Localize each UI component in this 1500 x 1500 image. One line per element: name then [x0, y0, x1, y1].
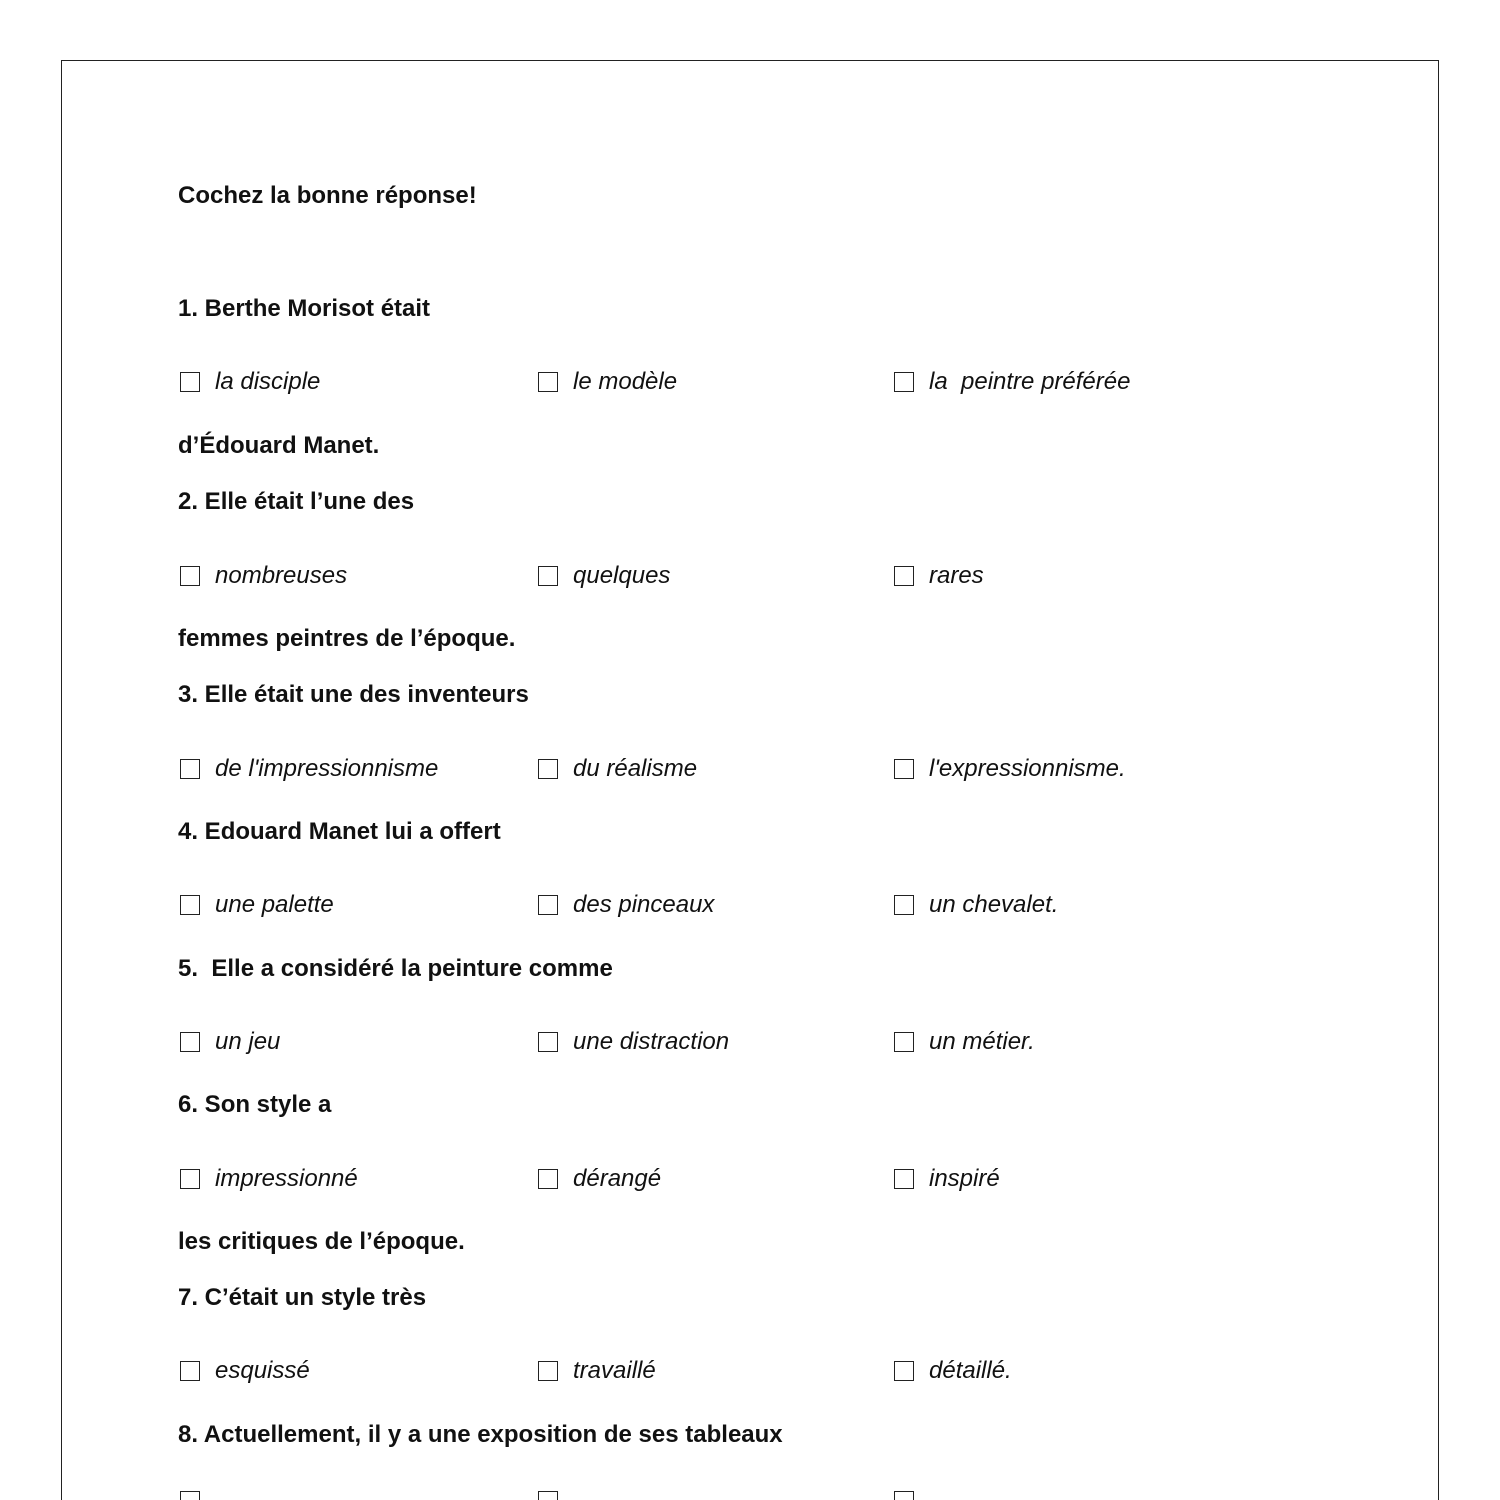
checkbox[interactable]: [538, 759, 558, 779]
option-label: un jeu: [215, 1028, 281, 1055]
checkbox[interactable]: [894, 1032, 914, 1052]
checkbox[interactable]: [538, 1361, 558, 1381]
option-label: des pinceaux: [573, 891, 715, 918]
option-label: un chevalet.: [929, 891, 1059, 918]
question-5-prompt: 5. Elle a considéré la peinture comme: [178, 955, 613, 982]
question-1-option-1[interactable]: [180, 367, 320, 397]
question-1-option-2[interactable]: [538, 367, 677, 397]
checkbox[interactable]: [180, 1361, 200, 1381]
question-7-prompt: 7. C’était un style très: [178, 1284, 427, 1311]
question-7-option-3[interactable]: [894, 1356, 1012, 1386]
question-7-option-1[interactable]: [180, 1356, 310, 1386]
question-8-option-2[interactable]: [538, 1491, 573, 1500]
option-label: le modèle: [573, 368, 678, 395]
option-label: esquissé: [215, 1357, 310, 1384]
question-6-option-3[interactable]: [894, 1164, 1000, 1194]
question-2-option-1[interactable]: [180, 561, 347, 591]
option-label: nombreuses: [215, 562, 348, 589]
option-label: la peintre préférée: [929, 368, 1131, 395]
option-label: un métier.: [929, 1028, 1035, 1055]
option-label: la disciple: [215, 368, 321, 395]
checkbox[interactable]: [894, 759, 914, 779]
question-5-option-1[interactable]: [180, 1027, 280, 1057]
option-label: du réalisme: [573, 755, 698, 782]
checkbox[interactable]: [894, 372, 914, 392]
option-label: l'expressionnisme.: [929, 755, 1126, 782]
question-4-option-2[interactable]: [538, 890, 714, 920]
question-3-option-1[interactable]: [180, 754, 438, 784]
checkbox[interactable]: [180, 566, 200, 586]
checkbox[interactable]: [180, 372, 200, 392]
question-1-option-3[interactable]: [894, 367, 1130, 397]
question-6-suffix: les critiques de l’époque.: [178, 1228, 465, 1255]
checkbox[interactable]: [180, 759, 200, 779]
option-label: dérangé: [573, 1165, 662, 1192]
checkbox[interactable]: [538, 1032, 558, 1052]
option-label: de l'impressionnisme: [215, 755, 439, 782]
option-label: une distraction: [573, 1028, 730, 1055]
checkbox[interactable]: [538, 1491, 558, 1500]
checkbox[interactable]: [894, 566, 914, 586]
question-2-suffix: femmes peintres de l’époque.: [178, 625, 516, 652]
option-label: inspiré: [929, 1165, 1000, 1192]
question-8-prompt: 8. Actuellement, il y a une exposition de ses tableaux: [178, 1421, 783, 1448]
option-label: détaillé.: [929, 1357, 1012, 1384]
question-3-option-3[interactable]: [894, 754, 1126, 784]
question-2-prompt: 2. Elle était l’une des: [178, 488, 415, 515]
option-label: impressionné: [215, 1165, 358, 1192]
checkbox[interactable]: [180, 895, 200, 915]
question-8-option-3[interactable]: [894, 1491, 929, 1500]
instruction-heading: Cochez la bonne réponse!: [178, 182, 477, 209]
question-1-prompt: 1. Berthe Morisot était: [178, 295, 431, 322]
option-label: quelques: [573, 562, 671, 589]
checkbox[interactable]: [538, 566, 558, 586]
question-2-option-3[interactable]: [894, 561, 984, 591]
question-5-option-2[interactable]: [538, 1027, 729, 1057]
question-5-option-3[interactable]: [894, 1027, 1035, 1057]
question-3-option-2[interactable]: [538, 754, 697, 784]
question-1-suffix: d’Édouard Manet.: [178, 432, 380, 459]
checkbox[interactable]: [538, 895, 558, 915]
checkbox[interactable]: [538, 372, 558, 392]
checkbox[interactable]: [894, 1169, 914, 1189]
question-4-option-3[interactable]: [894, 890, 1058, 920]
question-8-option-1[interactable]: [180, 1491, 215, 1500]
question-3-prompt: 3. Elle était une des inventeurs: [178, 681, 529, 708]
checkbox[interactable]: [894, 1491, 914, 1500]
question-6-prompt: 6. Son style a: [178, 1091, 332, 1118]
option-label: travaillé: [573, 1357, 656, 1384]
checkbox[interactable]: [894, 895, 914, 915]
checkbox[interactable]: [538, 1169, 558, 1189]
checkbox[interactable]: [180, 1491, 200, 1500]
checkbox[interactable]: [894, 1361, 914, 1381]
option-label: rares: [929, 562, 984, 589]
question-6-option-1[interactable]: [180, 1164, 358, 1194]
option-label: une palette: [215, 891, 334, 918]
question-7-option-2[interactable]: [538, 1356, 656, 1386]
question-4-prompt: 4. Edouard Manet lui a offert: [178, 818, 501, 845]
question-2-option-2[interactable]: [538, 561, 670, 591]
question-4-option-1[interactable]: [180, 890, 334, 920]
checkbox[interactable]: [180, 1169, 200, 1189]
checkbox[interactable]: [180, 1032, 200, 1052]
question-6-option-2[interactable]: [538, 1164, 661, 1194]
